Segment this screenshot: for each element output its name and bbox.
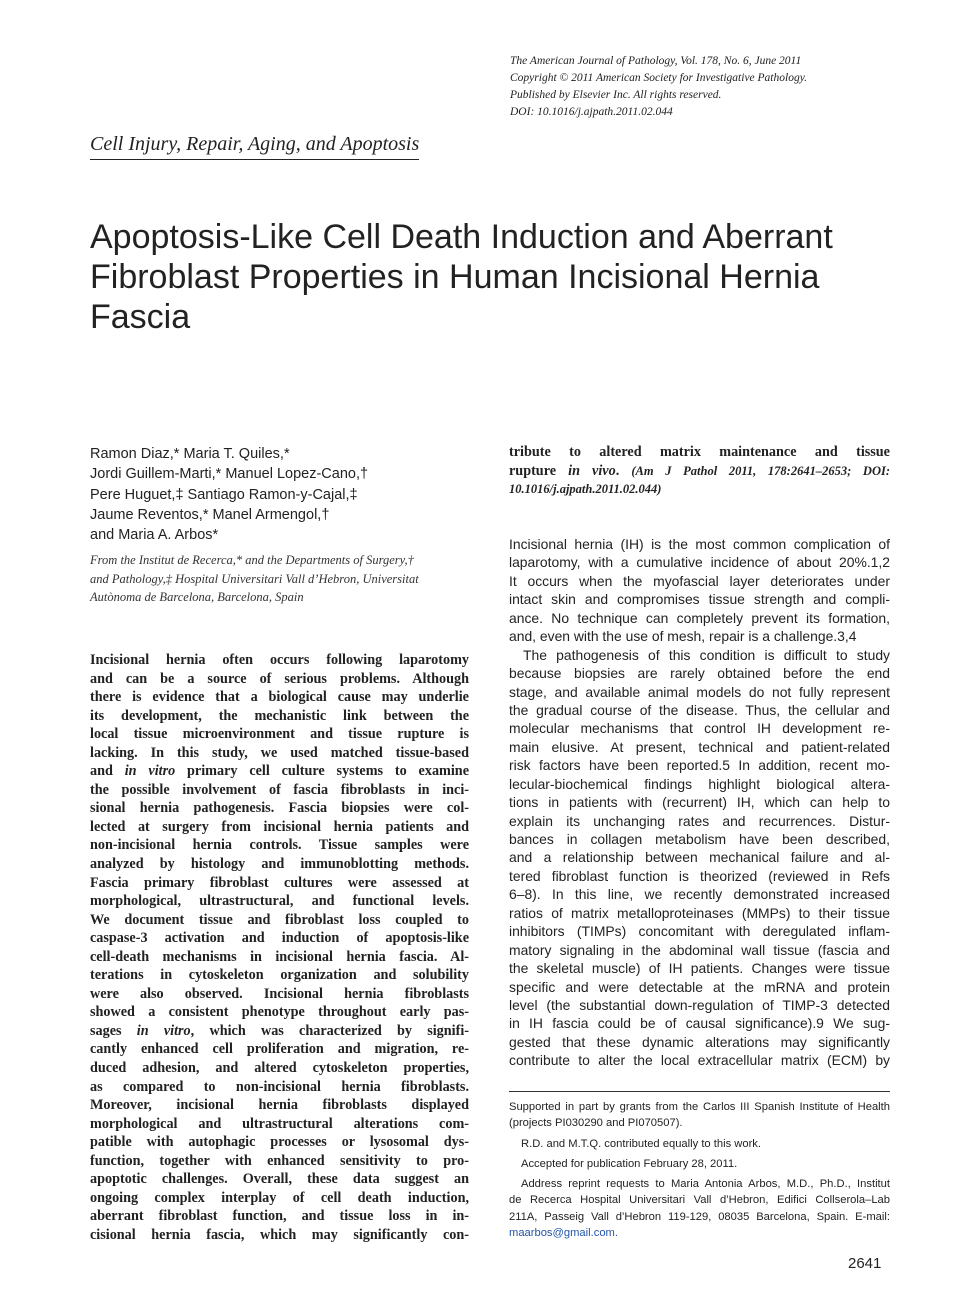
affiliation-line: Autònoma de Barcelona, Barcelona, Spain bbox=[90, 590, 304, 604]
author-line: Pere Huguet,‡ Santiago Ramon-y-Cajal,‡ bbox=[90, 486, 358, 503]
abstract-line: lected at surgery from incisional hernia patients and bbox=[90, 818, 469, 835]
footnote-accepted: Accepted for publication February 28, 2011. bbox=[521, 1157, 738, 1170]
journal-doi: DOI: 10.1016/j.ajpath.2011.02.044 bbox=[510, 106, 673, 118]
body-line: the gradual course of the disease. Thus, the cellular and bbox=[509, 701, 890, 718]
abstract-line: tribute to altered matrix maintenance and tissue bbox=[509, 444, 890, 460]
abstract-line: cantly enhanced cell proliferation and migration, re- bbox=[90, 1041, 469, 1058]
abstract-line: duced adhesion, and altered cytoskeleton properties, bbox=[90, 1060, 469, 1077]
footnote-address bbox=[509, 1176, 890, 1241]
journal-publisher: Published by Elsevier Inc. All rights reserved. bbox=[510, 89, 722, 101]
abstract-line: analyzed by histology and immunoblotting methods. bbox=[90, 856, 469, 873]
body-line: The pathogenesis of this condition is difficult to study bbox=[523, 646, 890, 663]
footnote-line: Address reprint requests to Maria Antonia Arbos, M.D., Ph.D., Institut bbox=[521, 1178, 890, 1191]
abstract-line: non-incisional hernia controls. Tissue samples were bbox=[90, 837, 469, 854]
footnote-line: 211A, Passeig Vall d’Hebron 119-129, 08035 Barcelona, Spain. E-mail: bbox=[509, 1210, 890, 1223]
italic-term: in vitro bbox=[124, 763, 176, 780]
article-title: Apoptosis-Like Cell Death Induction and Aberrant Fibroblast Properties in Human Incisional Hernia Fascia bbox=[90, 218, 833, 336]
abstract bbox=[90, 651, 469, 1245]
abstract-line: apoptotic challenges. Overall, these data suggest an bbox=[90, 1171, 469, 1188]
footnote-line: Supported in part by grants from the Carlos III Spanish Institute of Health bbox=[509, 1101, 890, 1113]
body-line: molecular mechanisms that control IH development re- bbox=[509, 720, 890, 737]
abstract-fragment: rupture in vivo. bbox=[509, 462, 620, 479]
footnote-rule bbox=[509, 1091, 890, 1092]
body-line: gested that these dynamic alterations may significantly bbox=[509, 1033, 890, 1050]
body-line: because biopsies are rarely obtained before the end bbox=[509, 665, 890, 682]
section-heading: Cell Injury, Repair, Aging, and Apoptosis bbox=[90, 133, 419, 160]
abstract-citation: (Am J Pathol 2011, 178:2641–2653; DOI: bbox=[631, 463, 890, 478]
body-line: and a relationship between mechanical failure and al- bbox=[509, 849, 890, 866]
abstract-line: and can be a source of serious problems. Although bbox=[90, 670, 469, 687]
body-line: and, even with the use of mesh, repair is a challenge.3,4 bbox=[509, 628, 857, 645]
abstract-line: showed a consistent phenotype throughout early pas- bbox=[90, 1004, 469, 1021]
footnote-line bbox=[509, 1225, 890, 1241]
abstract-line: ongoing complex interplay of cell death induction, bbox=[90, 1189, 469, 1206]
abstract-line: caspase-3 activation and induction of apoptosis-like bbox=[90, 930, 469, 947]
author-line: Jordi Guillem-Marti,* Manuel Lopez-Cano,† bbox=[90, 466, 369, 483]
abstract-line: sages in vitro, which was characterized by signifi- bbox=[90, 1022, 469, 1039]
journal-citation: The American Journal of Pathology, Vol. 178, No. 6, June 2011 bbox=[510, 55, 802, 67]
journal-copyright: Copyright © 2011 American Society for Investigative Pathology. bbox=[510, 72, 808, 84]
body-line: in IH fascia could be of causal significance).9 We sug- bbox=[509, 1015, 890, 1032]
italic-term: in vivo bbox=[568, 462, 616, 479]
body-line: matory signaling in the abdominal wall tissue (fascia and bbox=[509, 941, 890, 958]
abstract-line: Moreover, incisional hernia fibroblasts displayed bbox=[90, 1097, 469, 1114]
footnote-line: de Recerca Hospital Universitari Vall d’Hebron, Edifici Collserola–Lab bbox=[509, 1194, 890, 1207]
abstract-line: lacking. In this study, we used matched tissue-based bbox=[90, 744, 469, 761]
body-line: specific and were detectable at the mRNA and protein bbox=[509, 978, 890, 995]
body-line: main elusive. At present, technical and patient-related bbox=[509, 738, 890, 755]
body-line: contribute to alter the local extracellular matrix (ECM) by bbox=[509, 1052, 890, 1069]
abstract-line: the possible involvement of fascia fibroblasts in inci- bbox=[90, 781, 469, 798]
body-line: lecular-biochemical findings highlight biological altera- bbox=[509, 775, 890, 792]
body-line: Incisional hernia (IH) is the most common complication of bbox=[509, 536, 890, 552]
body-line: inhibitors (TIMPs) concomitant with deregulated inflam- bbox=[509, 923, 890, 940]
journal-meta bbox=[510, 53, 950, 121]
footnotes bbox=[509, 1099, 890, 1245]
abstract-line: local tissue microenvironment and tissue rupture is bbox=[90, 726, 469, 743]
affiliation-line: From the Institut de Recerca,* and the Departments of Surgery,† bbox=[90, 553, 414, 567]
body-text bbox=[509, 535, 890, 1070]
abstract-line: function, together with enhanced sensitivity to pro- bbox=[90, 1152, 469, 1169]
footnote-support bbox=[509, 1099, 890, 1132]
body-line: ance. No technique can completely prevent its formation, bbox=[509, 609, 890, 626]
body-line: intact skin and compromises tissue strength and compli- bbox=[509, 591, 890, 608]
body-line: tions in patients with (recurrent) IH, which can help to bbox=[509, 794, 890, 811]
abstract-line: We document tissue and fibroblast loss coupled to bbox=[90, 911, 469, 928]
abstract-line: Fascia primary fibroblast cultures were assessed at bbox=[90, 874, 469, 891]
abstract-line: aberrant fibroblast function, and tissue loss in in- bbox=[90, 1208, 469, 1225]
abstract-doi: 10.1016/j.ajpath.2011.02.044) bbox=[509, 482, 662, 497]
italic-term: in vitro bbox=[136, 1022, 191, 1039]
abstract-line: and in vitro primary cell culture systems to examine bbox=[90, 763, 469, 780]
body-line: level (the substantial down-regulation of TIMP-3 detected bbox=[509, 996, 890, 1013]
body-line: risk factors have been reported.5 In addition, recent mo- bbox=[509, 757, 890, 774]
abstract-line: terations in cytoskeleton organization and solubility bbox=[90, 967, 469, 984]
body-line: ratios of matrix metalloproteinases (MMPs) to their tissue bbox=[509, 904, 890, 921]
affiliation bbox=[90, 551, 475, 607]
body-line: bances in collagen metabolism have been described, bbox=[509, 831, 890, 847]
author-line: Ramon Diaz,* Maria T. Quiles,* bbox=[90, 446, 290, 462]
footnote-line: (projects PI030290 and PI070507). bbox=[509, 1117, 683, 1130]
author-line: Jaume Reventos,* Manel Armengol,† bbox=[90, 506, 330, 523]
body-line: laparotomy, with a cumulative incidence of about 20%.1,2 bbox=[509, 554, 890, 571]
abstract-line: cell-death mechanisms in incisional hernia fascia. Al- bbox=[90, 948, 469, 965]
body-line: the skeletal muscle) of IH patients. Changes were tissue bbox=[509, 960, 890, 977]
page-number: 2641 bbox=[848, 1255, 882, 1272]
author-line: and Maria A. Arbos* bbox=[90, 527, 219, 544]
abstract-line: morphological and ultrastructural alterations com- bbox=[90, 1115, 469, 1132]
abstract-line: sional hernia pathogenesis. Fascia biopsies were col- bbox=[90, 800, 469, 817]
abstract-line: its development, the mechanistic link between the bbox=[90, 707, 469, 724]
abstract-continuation bbox=[509, 443, 890, 499]
body-line: stage, and available animal models do not fully represent bbox=[509, 683, 890, 700]
body-line: explain its unchanging rates and recurrences. Distur- bbox=[509, 812, 890, 829]
affiliation-line: and Pathology,‡ Hospital Universitari Vall d’Hebron, Universitat bbox=[90, 571, 419, 586]
abstract-line bbox=[509, 462, 890, 481]
abstract-line: morphological, ultrastructural, and functional levels. bbox=[90, 893, 469, 910]
abstract-line: there is evidence that a biological cause may underlie bbox=[90, 689, 469, 706]
footnote-equal-contribution: R.D. and M.T.Q. contributed equally to this work. bbox=[521, 1137, 762, 1150]
abstract-line: cisional hernia fascia, which may significantly con- bbox=[90, 1226, 469, 1243]
abstract-line: Incisional hernia often occurs following laparotomy bbox=[90, 652, 469, 668]
body-line: tered fibroblast function is theorized (reviewed in Refs bbox=[509, 867, 890, 884]
abstract-line: patible with autophagic processes or lysosomal dys- bbox=[90, 1134, 469, 1151]
email-link[interactable]: maarbos@gmail.com. bbox=[509, 1227, 618, 1240]
body-line: 6–8). In this line, we recently demonstrated increased bbox=[509, 886, 890, 903]
abstract-line: as compared to non-incisional hernia fibroblasts. bbox=[90, 1078, 469, 1095]
abstract-line: were also observed. Incisional hernia fibroblasts bbox=[90, 985, 469, 1002]
author-list bbox=[90, 444, 480, 545]
body-line: It occurs when the myofascial layer deteriorates under bbox=[509, 572, 890, 589]
